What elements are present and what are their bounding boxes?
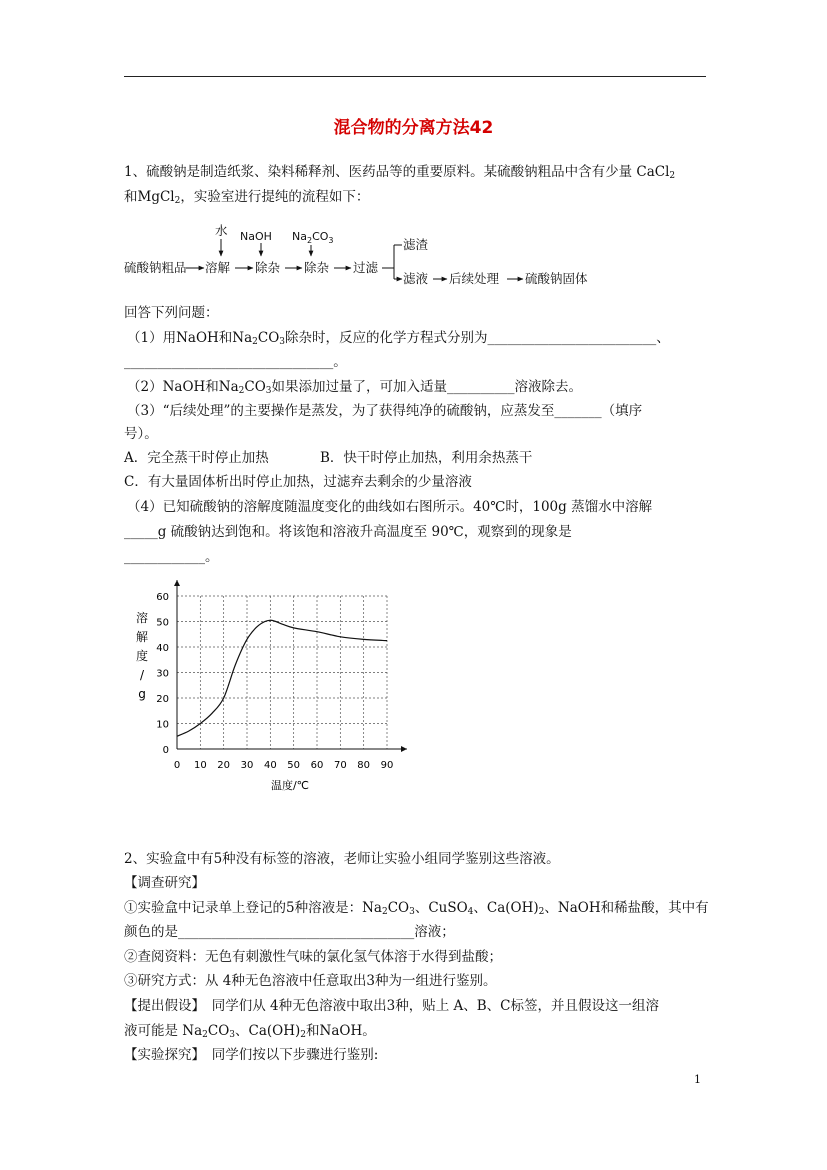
option-a: A．完全蒸干时停止加热 xyxy=(124,450,269,466)
reagent-naoh: NaOH xyxy=(240,230,272,243)
x-tick-label: 70 xyxy=(333,760,347,771)
reagent-na2co3: $Na_2CO_3$ xyxy=(292,230,334,245)
flow-dissolve: 溶解 xyxy=(205,260,231,275)
x-tick-label: 0 xyxy=(173,760,181,771)
q2-item3: ③研究方式：从 4种无色溶液中任意取出3种为一组进行鉴别。 xyxy=(124,973,497,989)
flow-filter: 过滤 xyxy=(353,260,379,275)
q1-part2: （2）NaOH和$Na_2CO_3$如果添加过量了，可加入适量__________溶液除去。 xyxy=(127,379,583,396)
y-axis-label-char: 解 xyxy=(135,630,149,644)
purification-flowchart xyxy=(122,223,602,293)
flow-start: 硫酸钠粗品 xyxy=(124,260,187,275)
reagent-water: 水 xyxy=(215,223,228,238)
q2-item2: ②查阅资料：无色有刺激性气味的氯化氢气体溶于水得到盐酸； xyxy=(124,949,502,965)
x-tick-label: 50 xyxy=(287,760,301,771)
header-rule xyxy=(124,76,706,77)
x-tick-label: 80 xyxy=(357,760,371,771)
y-axis-arrow xyxy=(174,580,180,586)
answer-intro: 回答下列问题： xyxy=(124,305,219,321)
flow-filtrate: 滤液 xyxy=(403,271,429,286)
y-tick-label: 50 xyxy=(156,617,169,629)
q1-line1: 1、硫酸钠是制造纸浆、染料稀释剂、医药品等的重要原料。某硫酸钠粗品中含有少量 CaCl$_2$ xyxy=(124,164,676,181)
page-title: 混合物的分离方法42 xyxy=(333,118,494,138)
q1-part1-line2: _______________________________。 xyxy=(124,354,347,370)
flow-residue: 滤渣 xyxy=(403,237,429,252)
solubility-curve xyxy=(177,620,387,736)
q1-part4-line3: ____________。 xyxy=(124,549,219,565)
option-b: B．快干时停止加热，利用余热蒸干 xyxy=(320,450,533,466)
heading-hypothesis: 【提出假设】 同学们从 4种无色溶液中取出3种，贴上 A、B、C标签，并且假设这一组溶 xyxy=(124,998,660,1014)
heading-survey: 【调查研究】 xyxy=(124,875,205,891)
x-tick-label: 60 xyxy=(310,760,324,771)
y-tick-label: 40 xyxy=(156,643,169,654)
x-tick-label: 40 xyxy=(263,760,277,771)
x-tick-label: 90 xyxy=(380,760,394,771)
y-axis-label-char: / xyxy=(139,668,145,682)
y-axis-label-char: g xyxy=(138,687,146,701)
q2-item1: ①实验盒中记录单上登记的5种溶液是：$Na_2CO_3$、CuSO$_4$、$Ca(OH)_2$、NaOH和稀盐酸，其中有 xyxy=(124,900,709,917)
y-axis-label-char: 溶 xyxy=(135,611,149,625)
flow-remove2: 除杂 xyxy=(304,260,330,275)
q1-line2: 和MgCl$_2$，实验室进行提纯的流程如下： xyxy=(124,189,370,206)
q1-part3: （3）“后续处理”的主要操作是蒸发，为了获得纯净的硫酸钠，应蒸发至_______（填序 xyxy=(127,403,643,419)
q1-part4-line2: _____g 硫酸钠达到饱和。将该饱和溶液升高温度至 90℃，观察到的现象是 xyxy=(124,524,572,540)
q2-line1: 2、实验盒中有5种没有标签的溶液，老师让实验小组同学鉴别这些溶液。 xyxy=(124,851,560,867)
q1-part1: （1）用NaOH和$Na_2CO_3$除杂时，反应的化学方程式分别为_________________________、 xyxy=(127,330,670,347)
y-axis-label-char: 度 xyxy=(135,649,149,663)
solubility-chart xyxy=(128,578,408,796)
heading-experiment: 【实验探究】 同学们按以下步骤进行鉴别: xyxy=(124,1047,379,1063)
x-tick-label: 10 xyxy=(193,760,207,771)
flow-remove1: 除杂 xyxy=(255,260,281,275)
flow-product: 硫酸钠固体 xyxy=(525,271,588,286)
y-tick-label: 20 xyxy=(156,694,169,705)
q1-part3-line2: 号）。 xyxy=(124,426,158,442)
y-tick-label: 0 xyxy=(162,745,169,756)
page-number: 1 xyxy=(694,1073,701,1086)
q1-part4: （4）已知硫酸钠的溶解度随温度变化的曲线如右图所示。40℃时，100g 蒸馏水中溶解 xyxy=(127,499,653,515)
q2-item1-line2: 颜色的是___________________________________溶液； xyxy=(124,924,455,940)
x-axis-label: 温度/℃ xyxy=(270,779,310,792)
x-tick-label: 20 xyxy=(217,760,231,771)
y-tick-label: 10 xyxy=(156,719,169,731)
x-axis-arrow xyxy=(401,746,407,752)
y-tick-label: 60 xyxy=(156,592,169,603)
x-tick-label: 30 xyxy=(240,760,254,771)
hypothesis-line2: 液可能是 $Na_2CO_3$、$Ca(OH)_2$和NaOH。 xyxy=(124,1023,376,1040)
option-c: C．有大量固体析出时停止加热，过滤弃去剩余的少量溶液 xyxy=(124,474,472,490)
flow-post: 后续处理 xyxy=(449,271,500,286)
y-tick-label: 30 xyxy=(156,668,169,680)
